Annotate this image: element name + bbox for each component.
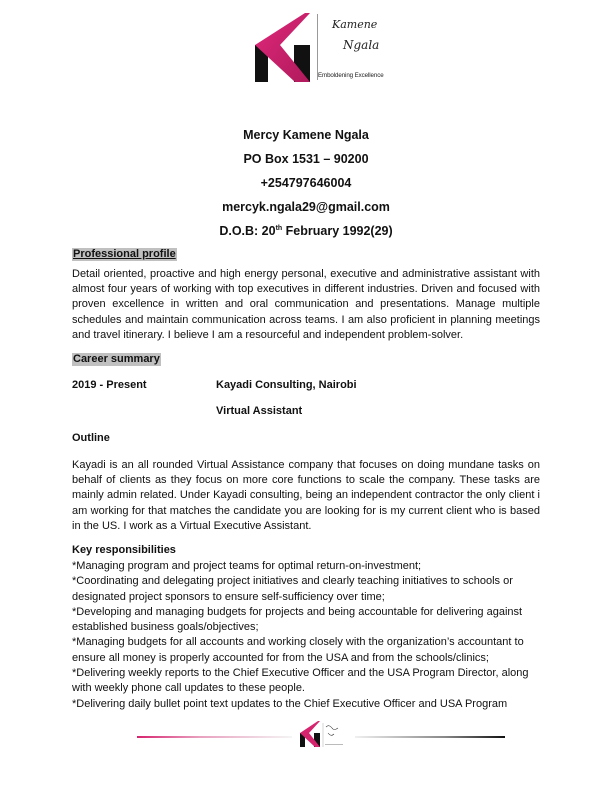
dob-prefix: D.O.B: 20 [219,224,276,238]
contact-dob [0,224,612,238]
responsibility-item: *Coordinating and delegating project initiatives and clearly teaching initiatives to schools or designated project sponsors to ensure self-sufficiency over time; [72,575,513,603]
responsibility-item: *Delivering daily bullet point text updates to the Chief Executive Officer and USA Program [72,697,508,710]
logo-script-last: Ngala [343,38,380,52]
career-summary-heading: Career summary [73,353,160,365]
responsibility-item: *Delivering weekly reports to the Chief Executive Officer and the USA Program Director, along with weekly phone call updates to these people. [72,667,529,695]
responsibilities-list [72,559,544,712]
career-company: Kayadi Consulting, Nairobi [216,379,357,391]
responsibility-item: *Managing budgets for all accounts and working closely with the organization’s accountant to ensure all money is properly accounted for from the USA and from the schools/clinics; [72,636,524,664]
outline-heading: Outline [72,432,110,444]
dob-suffix: th [275,224,283,232]
kn-logo-small-icon [298,719,348,749]
professional-profile-text: Detail oriented, proactive and high energy personal, executive and administrative assistant with almost four years of working with top executives in different industries. Driven and focused with proven excellence in written and oral communication and presentations. Manage multiple schedules and maintain communication across teams. I am also proficient in planning meetings and travel itinerary. I believe I am a resourceful and independent problem-solver. [72,268,540,341]
contact-email: mercyk.ngala29@gmail.com [222,200,390,214]
logo-script-first: Kamene [332,18,378,31]
contact-address: PO Box 1531 – 90200 [243,152,369,166]
logo-tagline: Emboldening Excellence [318,72,384,79]
key-responsibilities-heading: Key responsibilities [72,544,176,556]
footer-logo [298,719,348,749]
footer-divider-left [137,736,292,738]
responsibility-item: *Managing program and project teams for optimal return-on-investment; [72,560,422,572]
responsibility-item: *Developing and managing budgets for projects and being accountable for delivering against established business goals/objectives; [72,605,523,634]
contact-name: Mercy Kamene Ngala [243,128,369,142]
career-role: Virtual Assistant [216,405,303,417]
contact-phone: +254797646004 [260,176,352,190]
dob-rest: February 1992(29) [282,224,393,238]
outline-text: Kayadi is an all rounded Virtual Assistance company that focuses on doing mundane tasks on behalf of clients as they focus on more core functions to scale the company. These tasks are mainly admin related. Under Kayadi consulting, being an independent contractor the only client i am working for that matches the candidate you are looking for is my current client who is based in the US. I work as a Virtual Executive Assistant. [72,459,540,532]
professional-profile-heading: Professional profile [73,248,176,260]
logo-divider [317,14,318,80]
career-period: 2019 - Present [72,379,147,391]
footer-divider-right [355,736,505,738]
